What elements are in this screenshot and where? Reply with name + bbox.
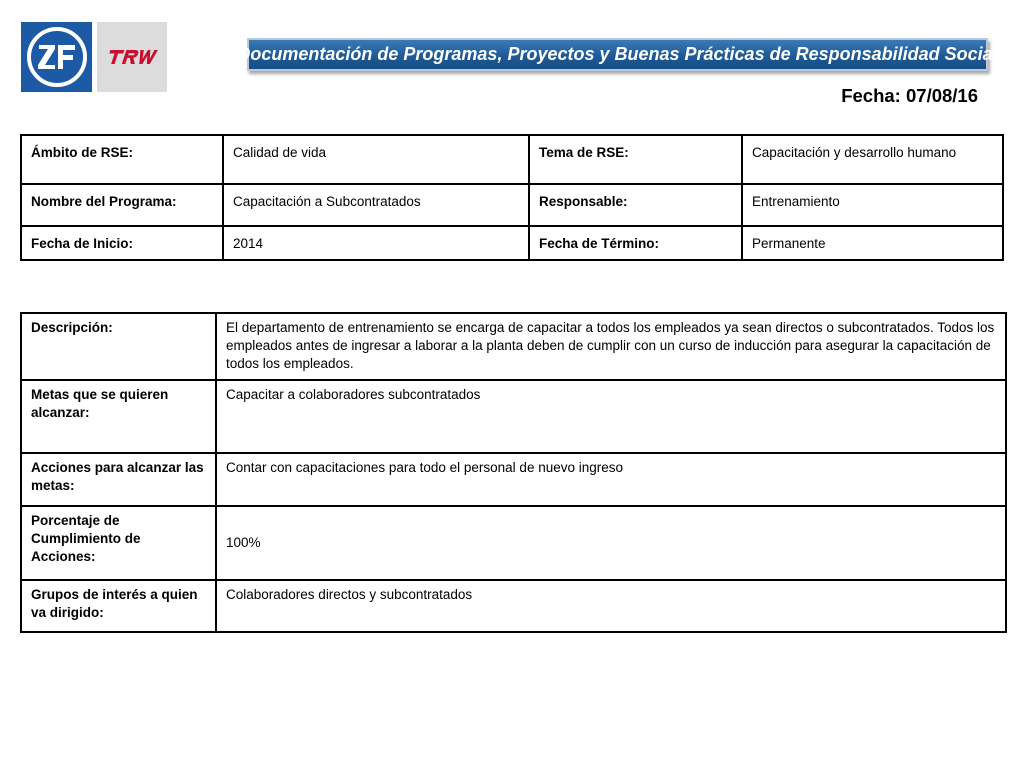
table-row	[21, 135, 1003, 184]
porcentaje-label: Porcentaje de Cumplimiento de Acciones:	[21, 506, 216, 580]
porcentaje-value: 100%	[216, 506, 1006, 580]
table-row	[21, 506, 1006, 580]
program-detail-table	[20, 312, 1007, 633]
metas-value: Capacitar a colaboradores subcontratados	[216, 380, 1006, 453]
descripcion-label: Descripción:	[21, 313, 216, 380]
inicio-label: Fecha de Inicio:	[21, 226, 223, 260]
tema-value: Capacitación y desarrollo humano	[742, 135, 1003, 184]
table-row	[21, 226, 1003, 260]
table-row	[21, 453, 1006, 506]
ambito-label: Ámbito de RSE:	[21, 135, 223, 184]
ambito-value: Calidad de vida	[223, 135, 529, 184]
termino-label: Fecha de Término:	[529, 226, 742, 260]
descripcion-value: El departamento de entrenamiento se encarga de capacitar a todos los empleados ya sean directos o subcontratados. Todos los empleados antes de ingresar a laborar a la planta deben de cumplir con un curso de inducción para asegurar la capacitación de todos los empleados.	[216, 313, 1006, 380]
table-row	[21, 580, 1006, 632]
document-title: Documentación de Programas, Proyectos y Buenas Prácticas de Responsabilidad Social	[237, 44, 998, 64]
metas-label: Metas que se quieren alcanzar:	[21, 380, 216, 453]
termino-value: Permanente	[742, 226, 1003, 260]
inicio-value: 2014	[223, 226, 529, 260]
title-banner	[237, 38, 998, 71]
acciones-value: Contar con capacitaciones para todo el personal de nuevo ingreso	[216, 453, 1006, 506]
document-date: Fecha: 07/08/16	[841, 85, 978, 106]
tema-label: Tema de RSE:	[529, 135, 742, 184]
grupos-value: Colaboradores directos y subcontratados	[216, 580, 1006, 632]
programa-value: Capacitación a Subcontratados	[223, 184, 529, 226]
zf-logo-icon	[26, 26, 88, 88]
trw-logo	[97, 22, 167, 92]
table-row	[21, 380, 1006, 453]
grupos-label: Grupos de interés a quien va dirigido:	[21, 580, 216, 632]
responsable-value: Entrenamiento	[742, 184, 1003, 226]
programa-label: Nombre del Programa:	[21, 184, 223, 226]
program-info-table	[20, 134, 1004, 261]
acciones-label: Acciones para alcanzar las metas:	[21, 453, 216, 506]
table-row	[21, 313, 1006, 380]
zf-logo	[21, 22, 92, 92]
trw-logo-icon	[104, 45, 160, 69]
table-row	[21, 184, 1003, 226]
responsable-label: Responsable:	[529, 184, 742, 226]
